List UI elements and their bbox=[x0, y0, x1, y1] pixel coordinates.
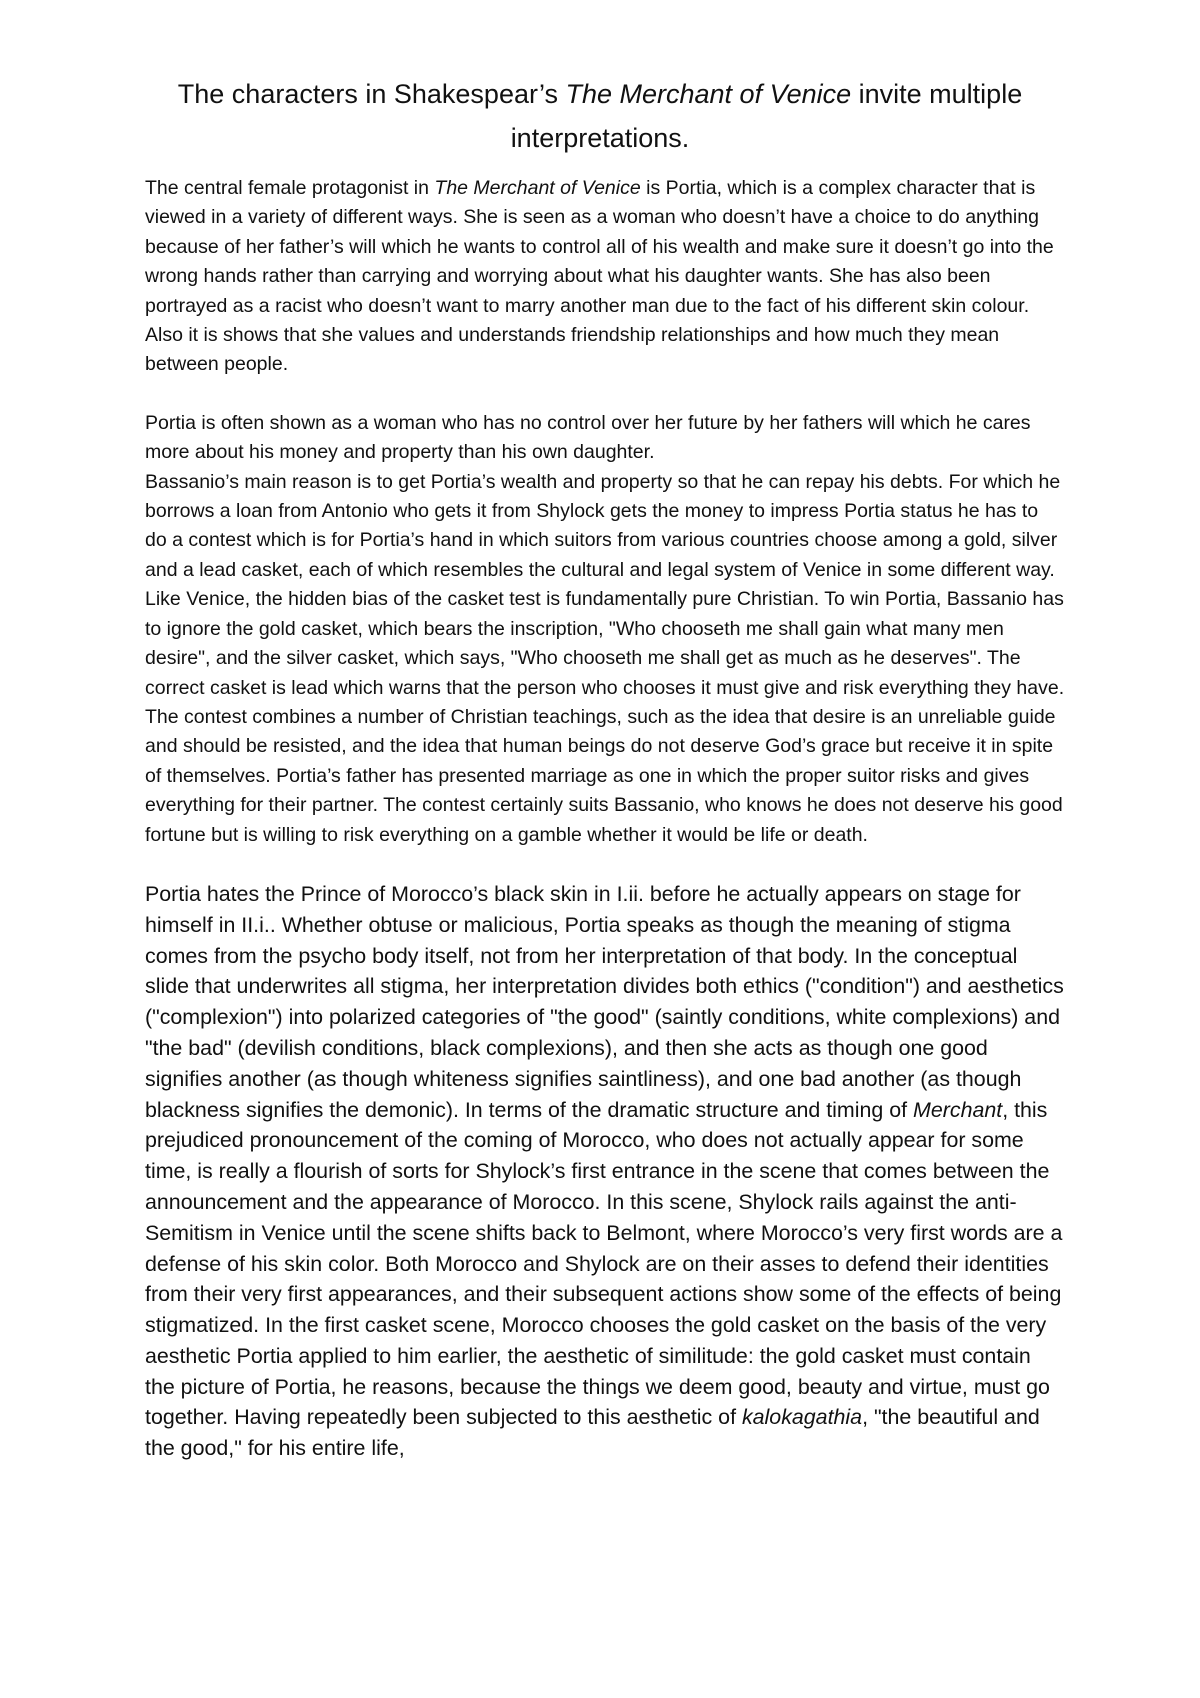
paragraph-text: is Portia, which is a complex character that is viewed in a variety of different ways. She is seen as a woman who doesn’t have a choice to do anything because of her father’s will which he wants to control all of his wealth and make sure it doesn’t go into the wrong hands rather than carrying and worrying about what his daughter wants. She has also been portrayed as a racist who doesn’t want to marry another man due to the fact of his different skin colour. Also it is shows that she values and understands friendship relationships and how much they mean between people. bbox=[145, 177, 1054, 376]
title-text-part2: invite multiple interpretations. bbox=[510, 79, 1023, 153]
paragraph-text: , this prejudiced pronouncement of the coming of Morocco, who does not actually appear for some time, is really a flourish of sorts for Shylock’s first entrance in the scene that comes between the announcement and the appearance of Morocco. In this scene, Shylock rails against the anti-Semitism in Venice until the scene shifts back to Belmont, where Morocco’s very first words are a defense of his skin color. Both Morocco and Shylock are on their asses to defend their identities from their very first appearances, and their subsequent actions show some of the effects of being stigmatized. In the first casket scene, Morocco chooses the gold casket on the basis of the very aesthetic Portia applied to him earlier, the aesthetic of similitude: the gold casket must contain the picture of Portia, he reasons, because the things we deem good, beauty and virtue, must go together. Having repeatedly been subjected to this aesthetic of bbox=[145, 1097, 1063, 1430]
paragraph-portia-control: Portia is often shown as a woman who has no control over her future by her fathers will which he cares more about his money and property than his own daughter. bbox=[145, 411, 1031, 464]
paragraph-spacer bbox=[145, 380, 1065, 409]
merchant-italic: Merchant bbox=[913, 1097, 1003, 1122]
paragraph-spacer bbox=[145, 850, 1065, 879]
paragraph-bassanio: Bassanio’s main reason is to get Portia’s wealth and property so that he can repay his debts. For which he borrows a loan from Antonio who gets it from Shylock gets the money to impress Portia status he has to do a contest which is for Portia’s hand in which suitors from various countries choose among a gold, silver and a lead casket, each of which resembles the cultural and legal system of Venice in some different way. Like Venice, the hidden bias of the casket test is fundamentally pure Christian. To win Portia, Bassanio has to ignore the gold casket, which bears the inscription, "Who chooseth me shall gain what many men desire", and the silver casket, which says, "Who chooseth me shall get as much as he deserves". The correct casket is lead which warns that the person who chooses it must give and risk everything they have. The contest combines a number of Christian teachings, such as the idea that desire is an unreliable guide and should be resisted, and the idea that human beings do not deserve God’s grace but receive it in spite of themselves. Portia’s father has presented marriage as one in which the proper suitor risks and gives everything for their partner. The contest certainly suits Bassanio, who knows he does not deserve his good fortune but is willing to risk everything on a gamble whether it would be life or death. bbox=[145, 470, 1065, 846]
paragraph-text: The central female protagonist in bbox=[145, 177, 435, 199]
paragraph-text: Portia hates the Prince of Morocco’s black skin in I.ii. before he actually appears on stage for himself in II.i.. Whether obtuse or malicious, Portia speaks as though the meaning of stigma comes from the psycho body itself, not from her interpretation of that body. In the conceptual slide that underwrites all stigma, her interpretation divides both ethics ("condition") and aesthetics ("complexion") into polarized categories of "the good" (saintly conditions, white complexions) and "the bad" (devilish conditions, black complexions), and then she acts as though one good signifies another (as though whiteness signifies saintliness), and one bad another (as though blackness signifies the demonic). In terms of the dramatic structure and timing of bbox=[145, 881, 1064, 1122]
document-body bbox=[145, 174, 1065, 1464]
kalokagathia-italic: kalokagathia bbox=[741, 1405, 863, 1430]
title-play-name: The Merchant of Venice bbox=[565, 79, 852, 109]
paragraph-morocco bbox=[145, 879, 1065, 1464]
paragraph-text: , "the beautiful and the good," for his entire life, bbox=[145, 1405, 1040, 1461]
play-title-italic: The Merchant of Venice bbox=[434, 177, 641, 199]
title-text-part1: The characters in Shakespear’s bbox=[177, 79, 566, 109]
document-title bbox=[145, 72, 1055, 160]
paragraph-portia-intro bbox=[145, 174, 1065, 380]
